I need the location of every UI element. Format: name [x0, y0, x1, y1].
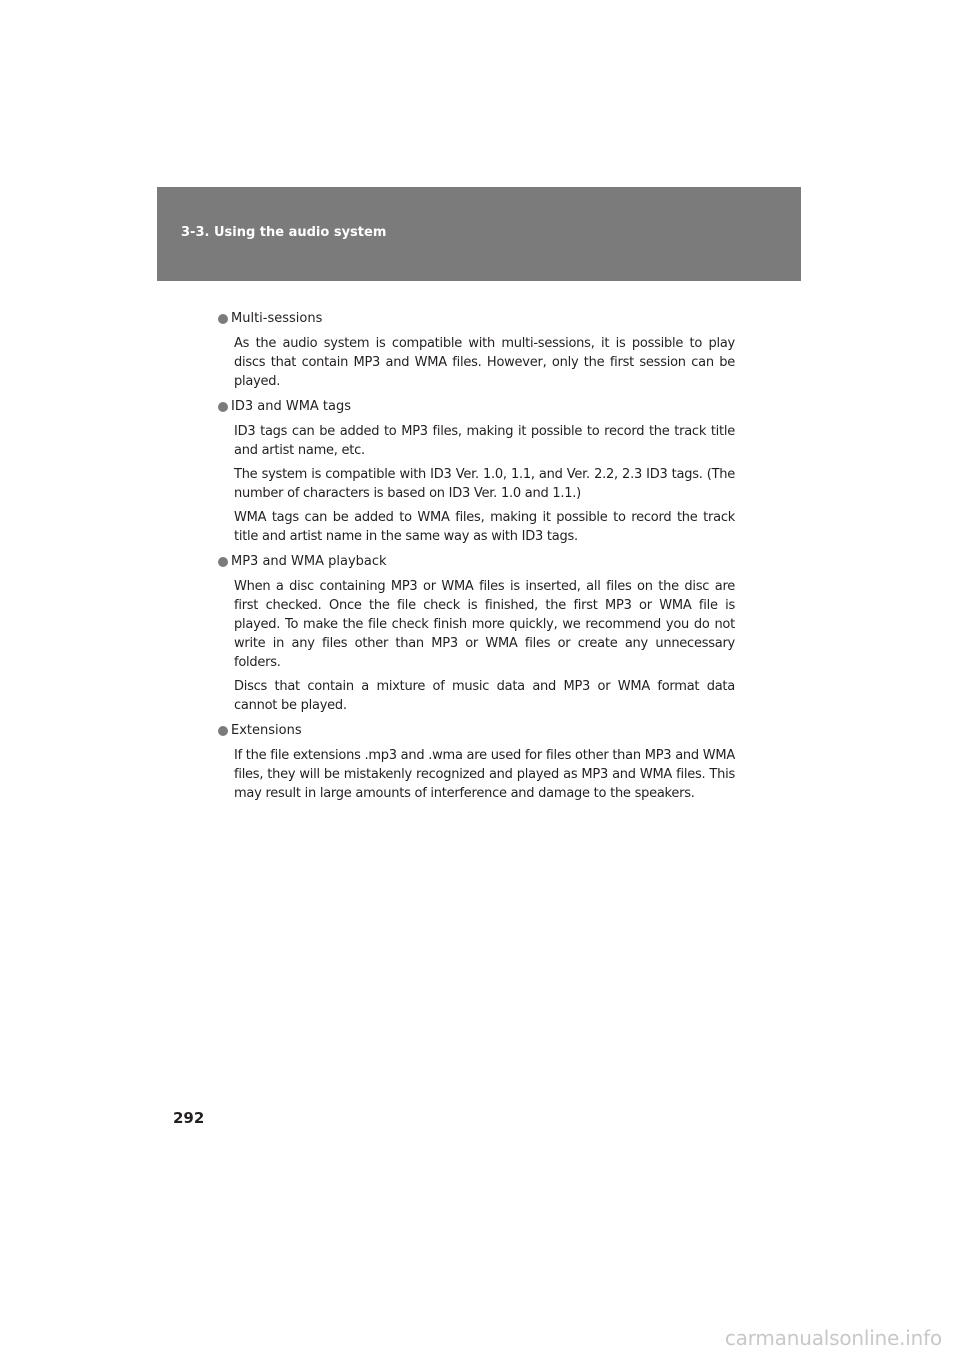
bullet-icon	[218, 402, 228, 412]
paragraph: The system is compatible with ID3 Ver. 1.0, 1.1, and Ver. 2.2, 2.3 ID3 tags. (The number of characters is based on ID3 Ver. 1.0 and 1.1.)	[234, 467, 735, 501]
section-title: 3-3. Using the audio system	[181, 225, 387, 240]
topic-heading	[218, 720, 735, 742]
topic-heading-text: Multi-sessions	[231, 311, 323, 326]
topic-extensions	[218, 720, 735, 803]
page-number: 292	[173, 1109, 205, 1127]
page-content	[218, 308, 735, 808]
paragraph: Discs that contain a mixture of music data and MP3 or WMA format data cannot be played.	[234, 679, 735, 713]
topic-heading-text: ID3 and WMA tags	[231, 399, 352, 414]
topic-heading	[218, 551, 735, 573]
watermark-link[interactable]: carmanualsonline.info	[724, 1326, 942, 1350]
topic-mp3-wma-playback	[218, 551, 735, 715]
topic-heading-text: Extensions	[231, 723, 302, 738]
topic-heading	[218, 308, 735, 330]
topic-multi-sessions	[218, 308, 735, 391]
paragraph: ID3 tags can be added to MP3 files, making it possible to record the track title and artist name, etc.	[234, 424, 735, 458]
bullet-icon	[218, 314, 228, 324]
topic-id3-wma-tags	[218, 396, 735, 546]
topic-heading	[218, 396, 735, 418]
paragraph: As the audio system is compatible with multi-sessions, it is possible to play discs that contain MP3 and WMA files. However, only the first session can be played.	[234, 336, 735, 389]
bullet-icon	[218, 726, 228, 736]
paragraph: When a disc containing MP3 or WMA files is inserted, all files on the disc are first checked. Once the file check is finished, the first MP3 or WMA file is played. To make the file check finish more quickly, we recommend you do not write in any files other than MP3 or WMA files or create any unnecessary folders.	[234, 579, 735, 670]
bullet-icon	[218, 557, 228, 567]
topic-heading-text: MP3 and WMA playback	[231, 554, 387, 569]
section-header-band	[157, 187, 801, 281]
paragraph: If the file extensions .mp3 and .wma are used for files other than MP3 and WMA files, they will be mistakenly recognized and played as MP3 and WMA files. This may result in large amounts of interference and damage to the speakers.	[234, 748, 736, 801]
paragraph: WMA tags can be added to WMA files, making it possible to record the track title and artist name in the same way as with ID3 tags.	[234, 510, 735, 544]
